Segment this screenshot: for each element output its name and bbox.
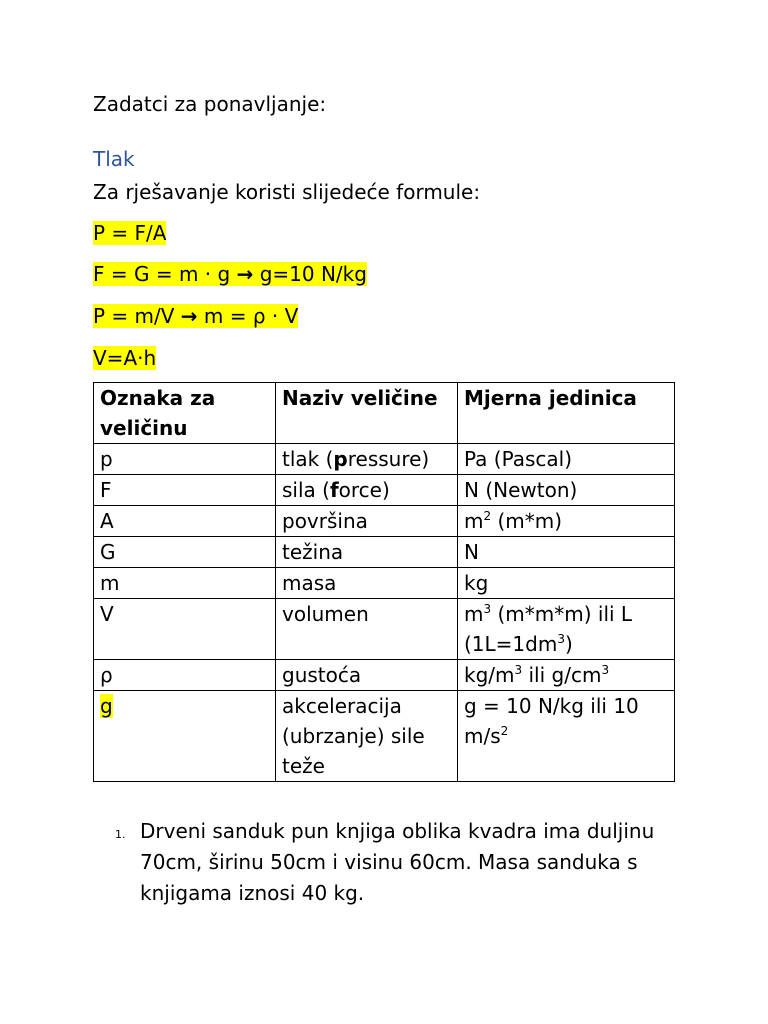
cell-name: sila (force) bbox=[276, 475, 458, 506]
formula-force-text: F = G = m · g bbox=[93, 262, 231, 286]
table-row bbox=[94, 444, 675, 475]
arrow-icon: → bbox=[236, 262, 254, 286]
table-row bbox=[94, 691, 675, 782]
formula-volume bbox=[93, 344, 156, 372]
arrow-icon: → bbox=[180, 304, 198, 328]
cell-symbol: p bbox=[94, 444, 276, 475]
formula-density-text: P = m/V bbox=[93, 304, 175, 328]
cell-unit: Pa (Pascal) bbox=[458, 444, 675, 475]
formula-force bbox=[93, 260, 367, 288]
table-row bbox=[94, 537, 675, 568]
cell-name: akceleracija (ubrzanje) sile teže bbox=[276, 691, 458, 782]
cell-unit: N (Newton) bbox=[458, 475, 675, 506]
table-row bbox=[94, 506, 675, 537]
intro-text: Zadatci za ponavljanje: bbox=[93, 92, 327, 116]
cell-name: površina bbox=[276, 506, 458, 537]
cell-symbol: V bbox=[94, 599, 276, 660]
cell-symbol: m bbox=[94, 568, 276, 599]
formula-volume-text: V=A·h bbox=[93, 346, 157, 370]
table-row bbox=[94, 475, 675, 506]
header-unit: Mjerna jedinica bbox=[458, 383, 675, 444]
formula-intro: Za rješavanje koristi slijedeće formule: bbox=[93, 180, 481, 204]
formula-density bbox=[93, 302, 298, 330]
cell-name: gustoća bbox=[276, 660, 458, 691]
cell-symbol: F bbox=[94, 475, 276, 506]
section-heading: Tlak bbox=[93, 147, 135, 171]
cell-unit: g = 10 N/kg ili 10 $m/s^2$ bbox=[458, 691, 675, 782]
cell-unit: N bbox=[458, 537, 675, 568]
formula-pressure-text: P = F/A bbox=[93, 221, 167, 245]
header-symbol: Oznaka za veličinu bbox=[94, 383, 276, 444]
formula-pressure bbox=[93, 219, 166, 247]
cell-symbol: A bbox=[94, 506, 276, 537]
task-number: 1. bbox=[115, 828, 126, 841]
cell-unit: kg bbox=[458, 568, 675, 599]
table-header-row bbox=[94, 383, 675, 444]
table-row bbox=[94, 660, 675, 691]
cell-symbol: G bbox=[94, 537, 276, 568]
formula-mass-text: m = ρ · V bbox=[203, 304, 299, 328]
cell-unit: $kg/m^3$ ili $g/cm^3$ bbox=[458, 660, 675, 691]
table-row bbox=[94, 568, 675, 599]
cell-name: volumen bbox=[276, 599, 458, 660]
formula-gravity-text: g=10 N/kg bbox=[259, 262, 367, 286]
cell-symbol: g bbox=[94, 691, 276, 782]
cell-symbol: ρ bbox=[94, 660, 276, 691]
quantities-table bbox=[93, 382, 675, 782]
table-row bbox=[94, 599, 675, 660]
header-name: Naziv veličine bbox=[276, 383, 458, 444]
cell-unit: $m^2$ (m*m) bbox=[458, 506, 675, 537]
cell-name: težina bbox=[276, 537, 458, 568]
cell-name: masa bbox=[276, 568, 458, 599]
cell-unit: $m^3$ (m*m*m) ili L $(1L=1dm^3)$ bbox=[458, 599, 675, 660]
cell-name: tlak (pressure) bbox=[276, 444, 458, 475]
task-text: Drveni sanduk pun knjiga oblika kvadra ima duljinu 70cm, širinu 50cm i visinu 60cm. Masa sanduka s knjigama iznosi 40 kg. bbox=[140, 819, 655, 905]
